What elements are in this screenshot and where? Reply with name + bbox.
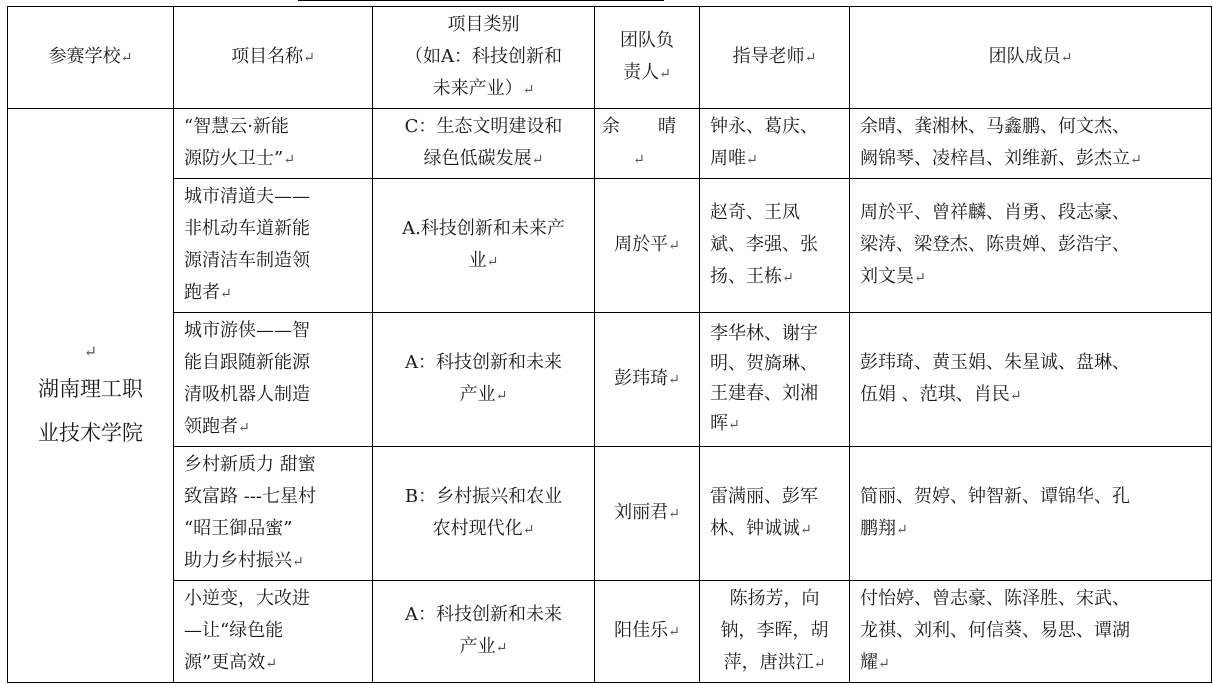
leader-name: 彭玮琦↵ (614, 368, 680, 389)
line: 领跑者↵ (184, 416, 250, 437)
paragraph-mark: ↵ (1009, 388, 1022, 404)
paragraph-mark: ↵ (1130, 152, 1142, 168)
line: A：科技创新和未来 (405, 604, 562, 625)
category-cell (373, 109, 595, 179)
advisors-cell (700, 179, 850, 313)
header-leader (595, 7, 700, 109)
paragraph-mark: ↵ (800, 522, 812, 538)
header-project-name: 项目名称↵ (174, 7, 373, 109)
table-row (8, 581, 1212, 683)
paragraph-mark: ↵ (265, 656, 277, 672)
paragraph-mark: ↵ (495, 640, 508, 656)
paragraph-mark: ↵ (746, 152, 758, 168)
school-name-line: 业技术学院 (38, 420, 143, 445)
line: 萍，唐洪江↵ (723, 652, 826, 673)
line: 能自跟随新能源 (184, 352, 310, 373)
paragraph-mark: ↵ (633, 152, 661, 168)
header-leader-line: 责人↵ (623, 62, 671, 83)
line: 源防火卫士”↵ (184, 148, 295, 169)
paragraph-mark: ↵ (495, 388, 508, 404)
line: 致富路 ---七星村 (184, 486, 316, 507)
leader-cell (595, 109, 700, 179)
paragraph-mark: ↵ (668, 372, 680, 388)
line: 钟永、葛庆、 (710, 116, 818, 137)
header-advisors: 指导老师↵ (700, 7, 850, 109)
line: B：乡村振兴和农业 (404, 486, 563, 507)
line: 李华林、谢宇 (710, 323, 818, 344)
line: 产业↵ (459, 384, 508, 405)
line: 业↵ (468, 250, 499, 271)
line: 城市清道夫—— (184, 186, 310, 207)
line: 鹏翔↵ (860, 518, 908, 539)
line: 晖↵ (710, 413, 740, 434)
line: 阙锦琴、凌梓昌、刘维新、彭杰立↵ (860, 148, 1142, 169)
header-category (373, 7, 595, 109)
paragraph-mark: ↵ (668, 624, 680, 640)
header-school: 参赛学校↵ (8, 7, 174, 109)
paragraph-mark: ↵ (728, 417, 740, 433)
line: 产业↵ (459, 636, 508, 657)
line: 刘文昊↵ (860, 266, 926, 287)
leader-name: 刘丽君↵ (614, 502, 680, 523)
school-cell: ↵ 湖南理工职 业技术学院 (8, 109, 174, 683)
competition-team-table (7, 6, 1212, 683)
line: 源”更高效↵ (184, 652, 277, 673)
line: 农村现代化↵ (432, 518, 535, 539)
line: 赵奇、王凤 (710, 202, 800, 223)
paragraph-mark: ↵ (896, 522, 908, 538)
line: 周於平、曾祥麟、肖勇、段志豪、 (860, 202, 1130, 223)
advisors-cell (700, 109, 850, 179)
advisors-cell (700, 313, 850, 447)
line: 雷满丽、彭军 (710, 486, 818, 507)
paragraph-mark: ↵ (522, 82, 535, 98)
category-cell (373, 313, 595, 447)
advisors-cell (700, 447, 850, 581)
paragraph-mark: ↵ (220, 286, 232, 302)
line: C：生态文明建设和 (404, 116, 563, 137)
line: 耀↵ (860, 652, 890, 673)
paragraph-mark: ↵ (813, 656, 826, 672)
leader-cell (595, 313, 700, 447)
paragraph-mark: ↵ (486, 254, 499, 270)
school-name-line: 湖南理工职 (38, 376, 143, 401)
category-cell (373, 179, 595, 313)
paragraph-mark: ↵ (782, 270, 794, 286)
line: A：科技创新和未来 (405, 352, 562, 373)
line: 钠，李晖，胡 (720, 620, 829, 641)
line: 助力乡村振兴↵ (184, 550, 304, 571)
paragraph-mark: ↵ (914, 270, 926, 286)
line: 扬、王栋↵ (710, 266, 794, 287)
line: 源清洁车制造领 (184, 250, 310, 271)
top-rule (298, 0, 664, 4)
paragraph-mark: ↵ (531, 152, 544, 168)
header-category-line: 未来产业）↵ (432, 78, 535, 99)
header-members: 团队成员↵ (850, 7, 1212, 109)
table-row (8, 179, 1212, 313)
line: 清吸机器人制造 (184, 384, 310, 405)
category-cell (373, 581, 595, 683)
line: 龙祺、刘利、何信葵、易思、谭湖 (860, 620, 1130, 641)
leader-cell (595, 581, 700, 683)
advisors-cell (700, 581, 850, 683)
line: “智慧云·新能 (184, 116, 289, 137)
line: 跑者↵ (184, 282, 232, 303)
line: 斌、李强、张 (710, 234, 818, 255)
project-name-cell (174, 109, 373, 179)
paragraph-mark: ↵ (659, 66, 671, 82)
line: 陈扬芳，向 (729, 588, 820, 609)
members-cell (850, 313, 1212, 447)
members-cell (850, 447, 1212, 581)
line: 梁涛、梁登杰、陈贵婵、彭浩宇、 (860, 234, 1130, 255)
line: 周唯↵ (710, 148, 758, 169)
line: 明、贺旖琳、 (710, 353, 818, 374)
header-category-line: （如A：科技创新和 (405, 46, 562, 67)
paragraph-mark: ↵ (522, 522, 535, 538)
project-name-cell (174, 179, 373, 313)
paragraph-mark: ↵ (283, 152, 295, 168)
line: 林、钟诚诚↵ (710, 518, 812, 539)
paragraph-mark: ↵ (668, 238, 680, 254)
line: 彭玮琦、黄玉娟、朱星诚、盘琳、 (860, 352, 1130, 373)
paragraph-mark: ↵ (668, 506, 680, 522)
leader-cell (595, 447, 700, 581)
line: 简丽、贺婷、钟智新、谭锦华、孔 (860, 486, 1130, 507)
paragraph-mark: ↵ (238, 420, 250, 436)
line: 乡村新质力 甜蜜 (184, 454, 316, 475)
table-row (8, 447, 1212, 581)
project-name-cell (174, 581, 373, 683)
line: 余晴、龚湘林、马鑫鹏、何文杰、 (860, 116, 1130, 137)
table-row (8, 109, 1212, 179)
line: “昭王御品蜜” (184, 518, 293, 539)
line: 非机动车道新能 (184, 218, 310, 239)
line: 付怡婷、曾志豪、陈泽胜、宋武、 (860, 588, 1130, 609)
header-category-line: 项目类别 (447, 14, 520, 35)
project-name-cell (174, 313, 373, 447)
category-cell (373, 447, 595, 581)
header-leader-line: 团队负 (620, 30, 674, 51)
line: —让“绿色能 (184, 620, 284, 641)
line: 小逆变，大改进 (184, 588, 310, 609)
line: A.科技创新和未来产 (402, 218, 565, 239)
members-cell (850, 109, 1212, 179)
paragraph-mark: ↵ (292, 554, 304, 570)
line: 王建春、刘湘 (710, 383, 818, 404)
leader-name: 余 晴↵ (601, 116, 693, 168)
leader-cell (595, 179, 700, 313)
line: 绿色低碳发展↵ (423, 148, 544, 169)
header-row (8, 7, 1212, 109)
leader-name: 周於平↵ (614, 234, 680, 255)
members-cell (850, 179, 1212, 313)
table-row (8, 313, 1212, 447)
line: 伍娟 、范琪、肖民↵ (860, 384, 1022, 405)
members-cell (850, 581, 1212, 683)
line: 城市游侠——智 (184, 320, 310, 341)
project-name-cell (174, 447, 373, 581)
paragraph-mark: ↵ (878, 656, 890, 672)
leader-name: 阳佳乐↵ (614, 620, 680, 641)
